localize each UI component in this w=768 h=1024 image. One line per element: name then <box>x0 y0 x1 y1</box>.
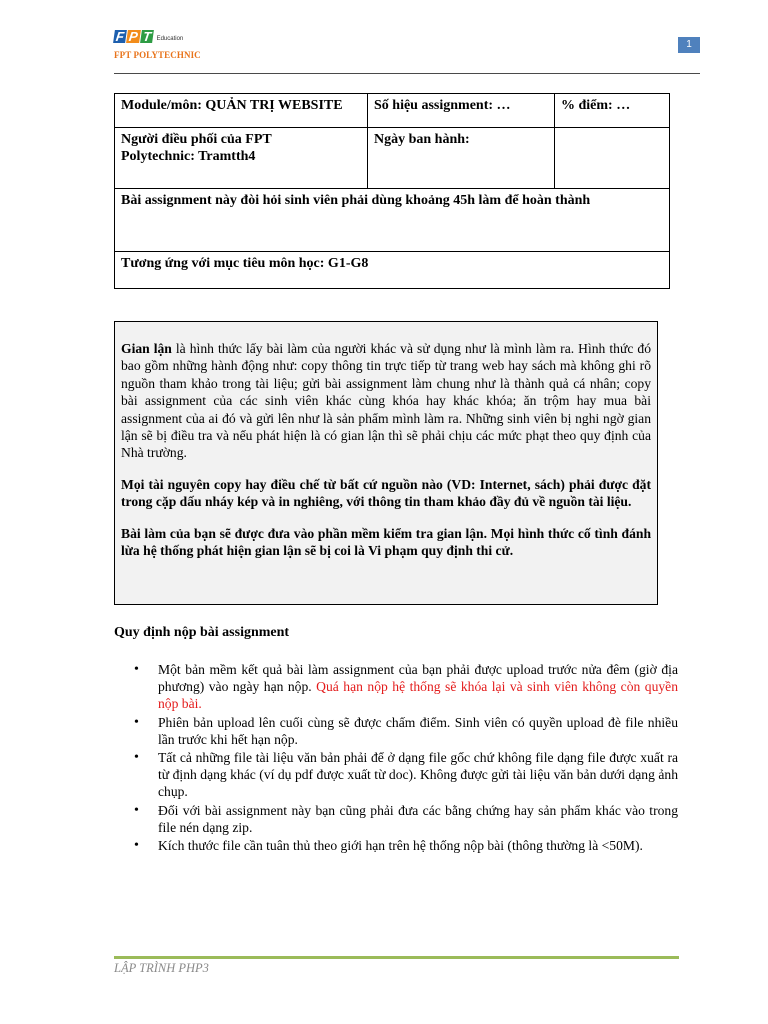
objective-cell: Tương ứng với mục tiêu môn học: G1-G8 <box>115 252 670 289</box>
footer-divider <box>114 956 679 959</box>
plagiarism-term: Gian lận <box>121 341 172 356</box>
list-item: • Kích thước file cần tuân thủ theo giới hạn trên hệ thống nộp bài (thông thường là <50M). <box>114 837 678 854</box>
list-item <box>114 661 678 713</box>
coordinator-line-2: Polytechnic: Tramtth4 <box>121 149 256 164</box>
duration-cell: Bài assignment này đòi hỏi sinh viên phải dùng khoảng 45h làm để hoàn thành <box>115 189 670 252</box>
table-row <box>115 94 670 128</box>
module-cell: Module/môn: QUẢN TRỊ WEBSITE <box>115 94 368 128</box>
logo-letter-f: F <box>114 29 126 44</box>
plagiarism-warning-box <box>114 321 658 605</box>
plagiarism-description: là hình thức lấy bài làm của người khác và sử dụng như là mình làm ra. Hình thức đó bao gồm những hành động như: copy thông tin trực tiếp từ trang web hay sách mà không ghi rõ nguồn tham khảo trong tài liệu; gửi bài assignment làm chung như là thành quả cá nhân; copy bài assignment của các sinh viên khác cùng khóa hay khác khóa; ăn trộm hay mua bài assignment của ai đó và gửi lên như là sản phẩm mình làm ra. Những sinh viên bị nghi ngờ gian lận sẽ bị điều tra và nếu phát hiện là có gian lận thì sẽ phải chịu các mức phạt theo quy định của Nhà trường. <box>121 341 651 461</box>
page-header <box>0 0 768 80</box>
table-row <box>115 128 670 189</box>
assignment-info-table <box>114 93 670 289</box>
submission-rules-list <box>114 661 678 855</box>
list-item: • Phiên bản upload lên cuối cùng sẽ được chấm điểm. Sinh viên có quyền upload đè file nhiều lần trước khi hết hạn nộp. <box>114 714 678 748</box>
issue-date-cell: Ngày ban hành: <box>368 128 555 189</box>
deadline-warning-text: Quá hạn nộp hệ thống sẽ khóa lại và sinh viên không còn quyền nộp bài. <box>158 679 679 712</box>
empty-cell <box>555 128 670 189</box>
coordinator-cell <box>115 128 368 189</box>
logo-org-name: FPT POLYTECHNIC <box>114 50 201 60</box>
logo-letter-p: P <box>127 29 139 44</box>
citation-rule: Mọi tài nguyên copy hay điều chế từ bất cứ nguồn nào (VD: Internet, sách) phải được đặt trong cặp dấu nháy kép và in nghiêng, với thông tin tham khảo đầy đủ về nguồn tài liệu. <box>121 476 651 510</box>
header-divider <box>114 73 700 74</box>
submission-rules-title: Quy định nộp bài assignment <box>114 625 290 640</box>
fpt-letters <box>114 30 153 43</box>
table-row <box>115 252 670 289</box>
percent-cell: % điểm: … <box>555 94 670 128</box>
fpt-polytechnic-logo <box>114 30 214 60</box>
plagiarism-definition <box>121 340 651 462</box>
plagiarism-check-notice: Bài làm của bạn sẽ được đưa vào phần mềm kiểm tra gian lận. Mọi hình thức cố tình đánh lừa hệ thống phát hiện gian lận sẽ bị coi là Vi phạm quy định thi cử. <box>121 525 651 559</box>
logo-letter-t: T <box>141 29 152 44</box>
rule-text: Một bản mềm kết quả bài làm assignment của bạn phải được upload trước nửa đêm (giờ địa phương) vào ngày hạn nộp. <box>158 662 678 695</box>
table-row <box>115 189 670 252</box>
logo-mark <box>114 30 214 43</box>
footer-course-name: LẬP TRÌNH PHP3 <box>114 961 209 975</box>
list-item: • Tất cả những file tài liệu văn bản phải để ở dạng file gốc chứ không file dạng file được xuất ra từ định dạng khác (ví dụ pdf được xuất từ doc). Không được gửi tài liệu văn bản dưới dạng ảnh chụp. <box>114 749 678 801</box>
assignment-number-cell: Số hiệu assignment: … <box>368 94 555 128</box>
logo-education-label: Education <box>156 36 184 42</box>
coordinator-line-1: Người điều phối của FPT <box>121 132 272 147</box>
page-number-badge: 1 <box>678 37 700 53</box>
list-item: • Đối với bài assignment này bạn cũng phải đưa các bằng chứng hay sản phẩm khác vào trong file nén dạng zip. <box>114 802 678 836</box>
